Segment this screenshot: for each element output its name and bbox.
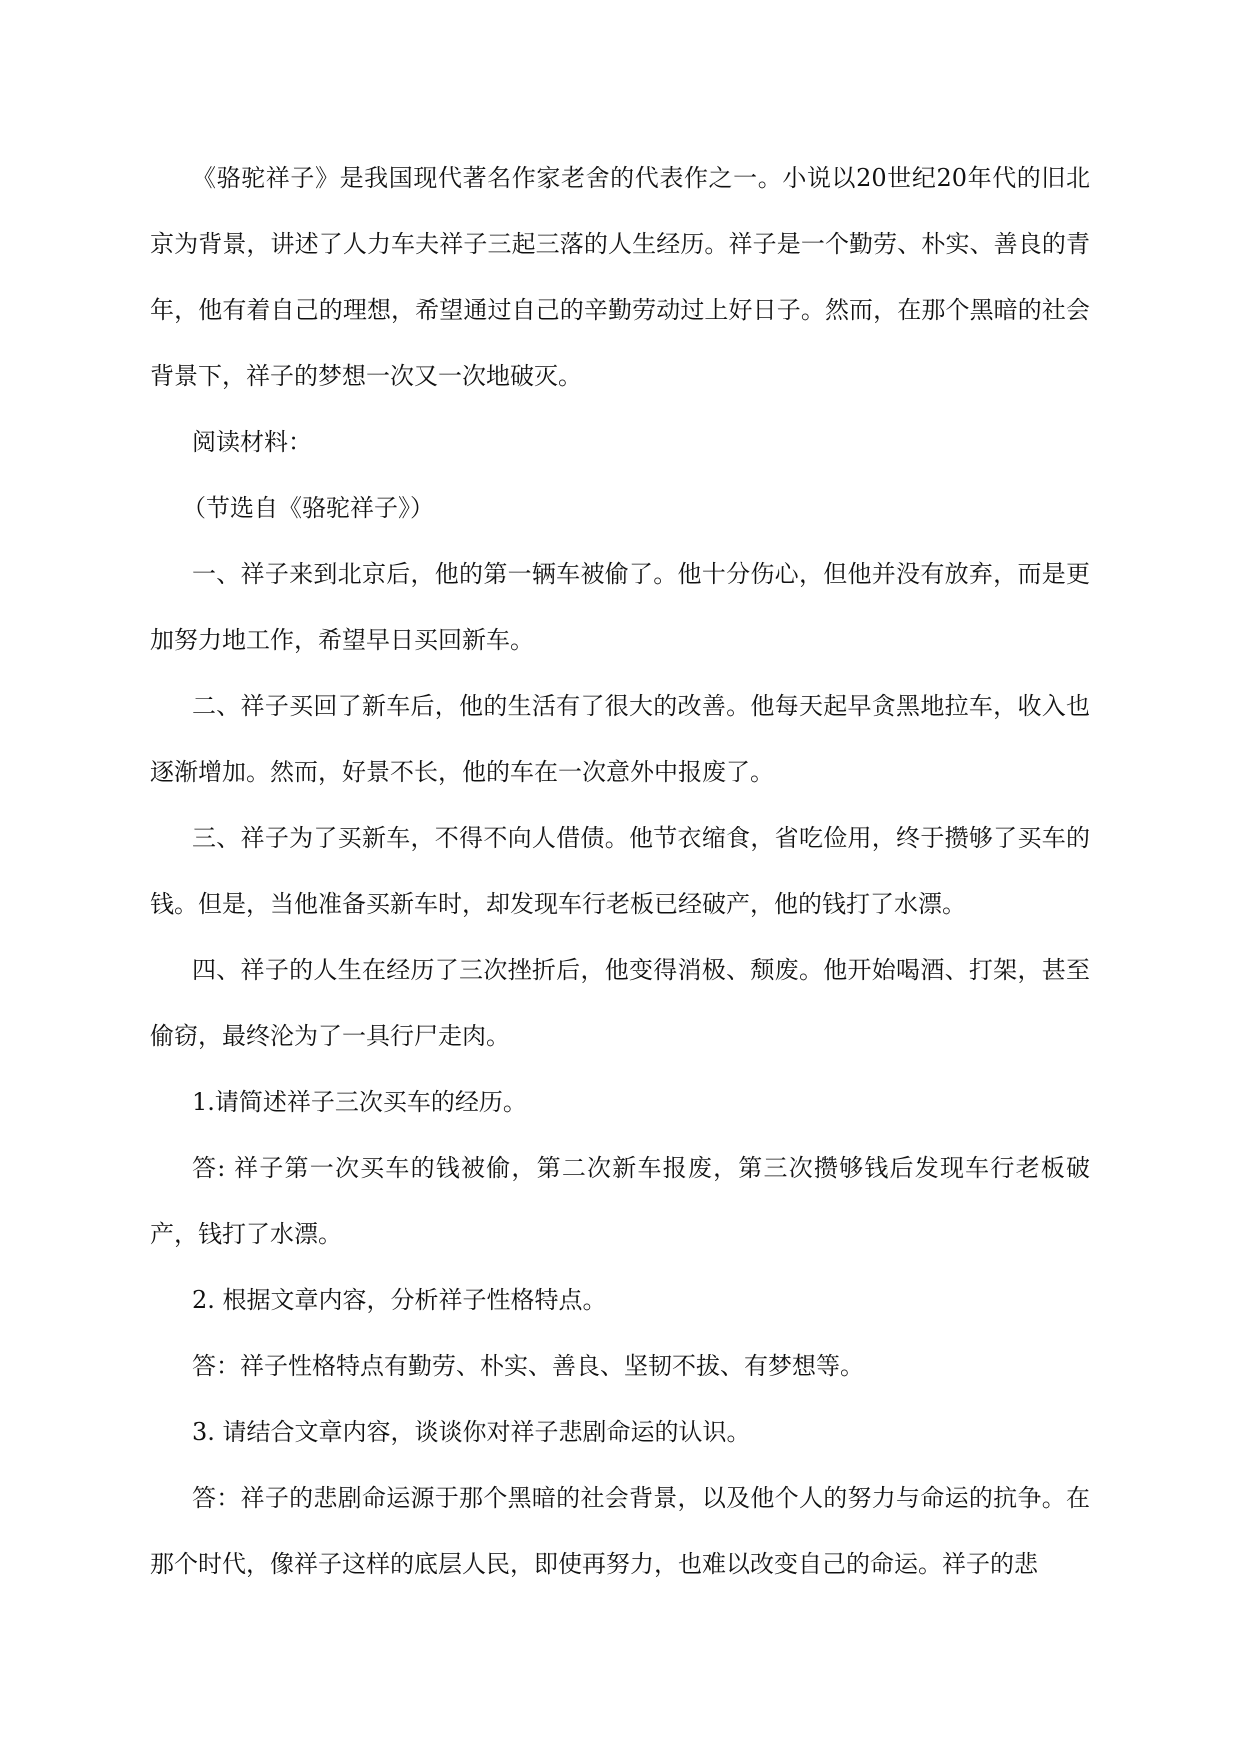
intro-paragraph: 《骆驼祥子》是我国现代著名作家老舍的代表作之一。小说以20世纪20年代的旧北京为背景，讲述了人力车夫祥子三起三落的人生经历。祥子是一个勤劳、朴实、善良的青年，他有着自己的理想，希望通过自己的辛勤劳动过上好日子。然而，在那个黑暗的社会背景下，祥子的梦想一次又一次地破灭。 bbox=[150, 164, 1090, 390]
question-2: 2. 根据文章内容，分析祥子性格特点。 bbox=[192, 1286, 607, 1314]
answer-3: 答：祥子的悲剧命运源于那个黑暗的社会背景，以及他个人的努力与命运的抗争。在那个时代，像祥子这样的底层人民，即使再努力，也难以改变自己的命运。祥子的悲 bbox=[150, 1484, 1090, 1578]
answer-2: 答：祥子性格特点有勤劳、朴实、善良、坚韧不拔、有梦想等。 bbox=[192, 1352, 864, 1380]
excerpt-source: （节选自《骆驼祥子》） bbox=[182, 494, 434, 522]
reading-material-heading: 阅读材料： bbox=[192, 428, 312, 456]
answer-1: 答: 祥子第一次买车的钱被偷，第二次新车报废，第三次攒够钱后发现车行老板破产，钱打了水漂。 bbox=[150, 1154, 1090, 1248]
question-3: 3. 请结合文章内容，谈谈你对祥子悲剧命运的认识。 bbox=[192, 1418, 751, 1446]
excerpt-paragraph-4: 四、祥子的人生在经历了三次挫折后，他变得消极、颓废。他开始喝酒、打架，甚至偷窃，最终沦为了一具行尸走肉。 bbox=[150, 956, 1090, 1050]
document-body bbox=[150, 145, 1090, 1597]
excerpt-paragraph-2: 二、祥子买回了新车后，他的生活有了很大的改善。他每天起早贪黑地拉车，收入也逐渐增加。然而，好景不长，他的车在一次意外中报废了。 bbox=[150, 692, 1090, 786]
question-1: 1.请简述祥子三次买车的经历。 bbox=[192, 1088, 527, 1116]
excerpt-paragraph-3: 三、祥子为了买新车，不得不向人借债。他节衣缩食，省吃俭用，终于攒够了买车的钱。但是，当他准备买新车时，却发现车行老板已经破产，他的钱打了水漂。 bbox=[150, 824, 1090, 918]
excerpt-paragraph-1: 一、祥子来到北京后，他的第一辆车被偷了。他十分伤心，但他并没有放弃，而是更加努力地工作，希望早日买回新车。 bbox=[150, 560, 1090, 654]
